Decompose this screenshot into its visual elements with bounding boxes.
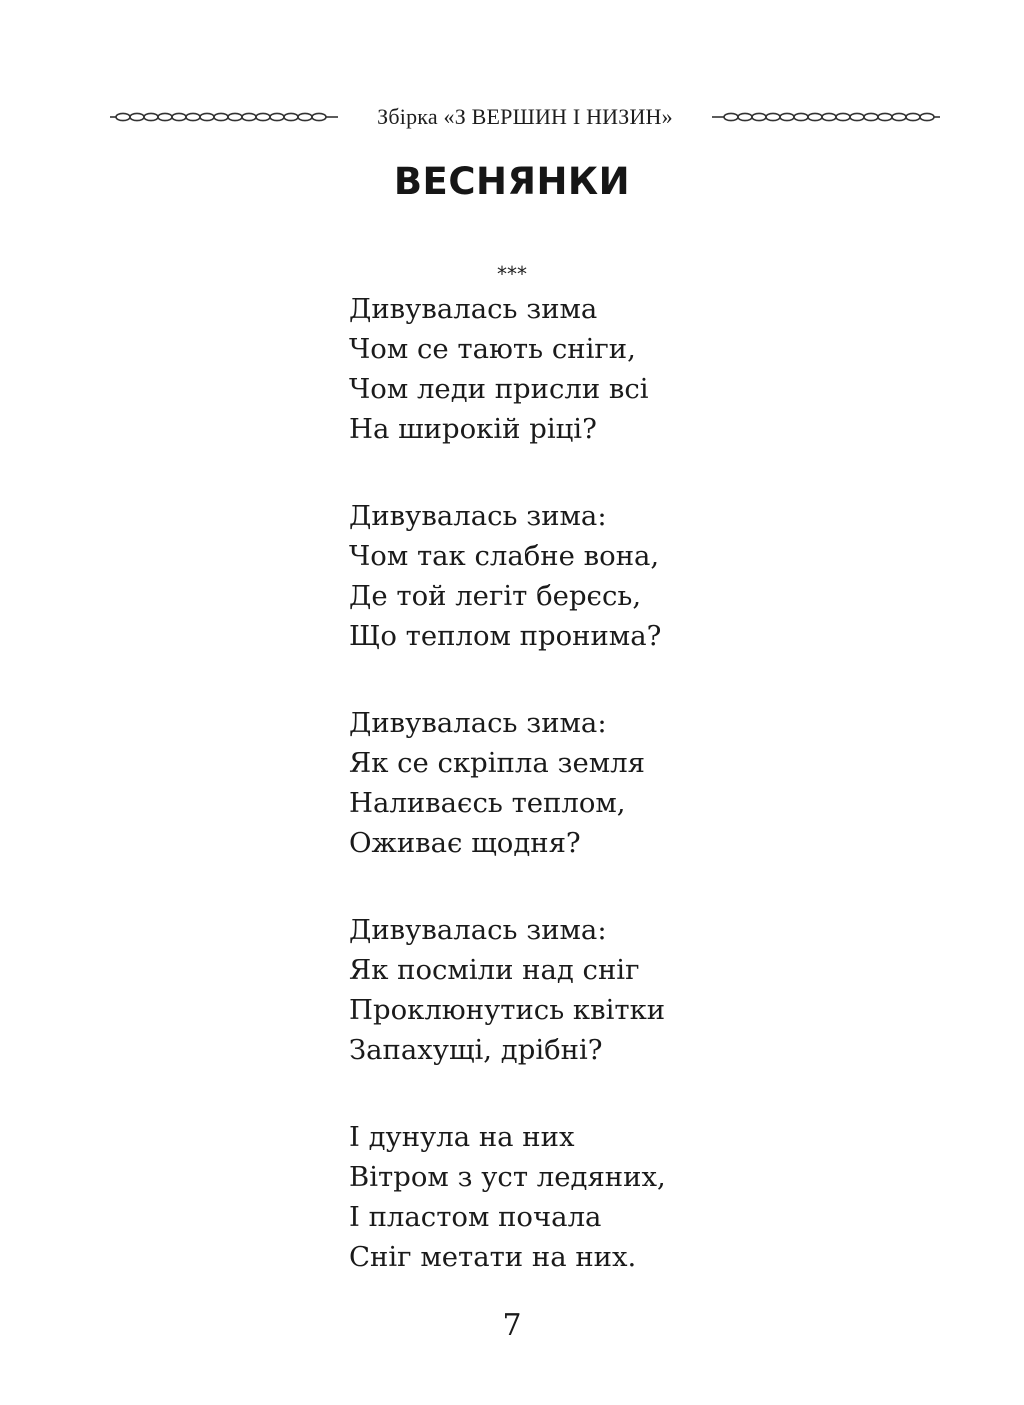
poem-line: Дивувалась зима: <box>349 707 607 739</box>
poem-line: Сніг метати на них. <box>349 1241 637 1273</box>
page-number: 7 <box>502 1308 522 1343</box>
poem-body <box>349 289 666 1324</box>
poem-line: Де той легіт берєсь, <box>349 580 642 612</box>
ornament-right-icon <box>712 110 940 124</box>
collection-title: Збірка «З ВЕРШИН І НИЗИН» <box>377 104 673 129</box>
poem-line: Як посміли над сніг <box>349 954 640 986</box>
stanza-3 <box>349 703 666 863</box>
poem-line: Чом се тають сніги, <box>349 333 636 365</box>
stanza-1 <box>349 289 666 449</box>
poem-line: На широкій ріці? <box>349 413 597 445</box>
running-header <box>110 100 940 134</box>
poem-line: І дунула на них <box>349 1121 575 1153</box>
stanza-4 <box>349 910 666 1070</box>
poem-title: ВЕСНЯНКИ <box>393 160 631 203</box>
poem-line: Проклюнутись квітки <box>349 994 666 1026</box>
section-separator: *** <box>497 262 527 286</box>
poem-line: Що теплом пронима? <box>349 620 662 652</box>
poem-line: І пластом почала <box>349 1201 602 1233</box>
poem-line: Дивувалась зима <box>349 293 598 325</box>
poem-line: Як се скріпла земля <box>349 747 645 779</box>
poem-line: Дивувалась зима: <box>349 500 607 532</box>
poem-line: Дивувалась зима: <box>349 914 607 946</box>
poem-line: Наливаєсь теплом, <box>349 787 626 819</box>
stanza-5 <box>349 1117 666 1277</box>
poem-line: Чом так слабне вона, <box>349 540 660 572</box>
poem-line: Вітром з уст ледяних, <box>349 1161 666 1193</box>
poem-line: Оживає щодня? <box>349 827 581 859</box>
ornament-left-icon <box>110 110 338 124</box>
poem-line: Чом леди присли всі <box>349 373 649 405</box>
stanza-2 <box>349 496 666 656</box>
poem-line: Запахущі, дрібні? <box>349 1034 603 1066</box>
